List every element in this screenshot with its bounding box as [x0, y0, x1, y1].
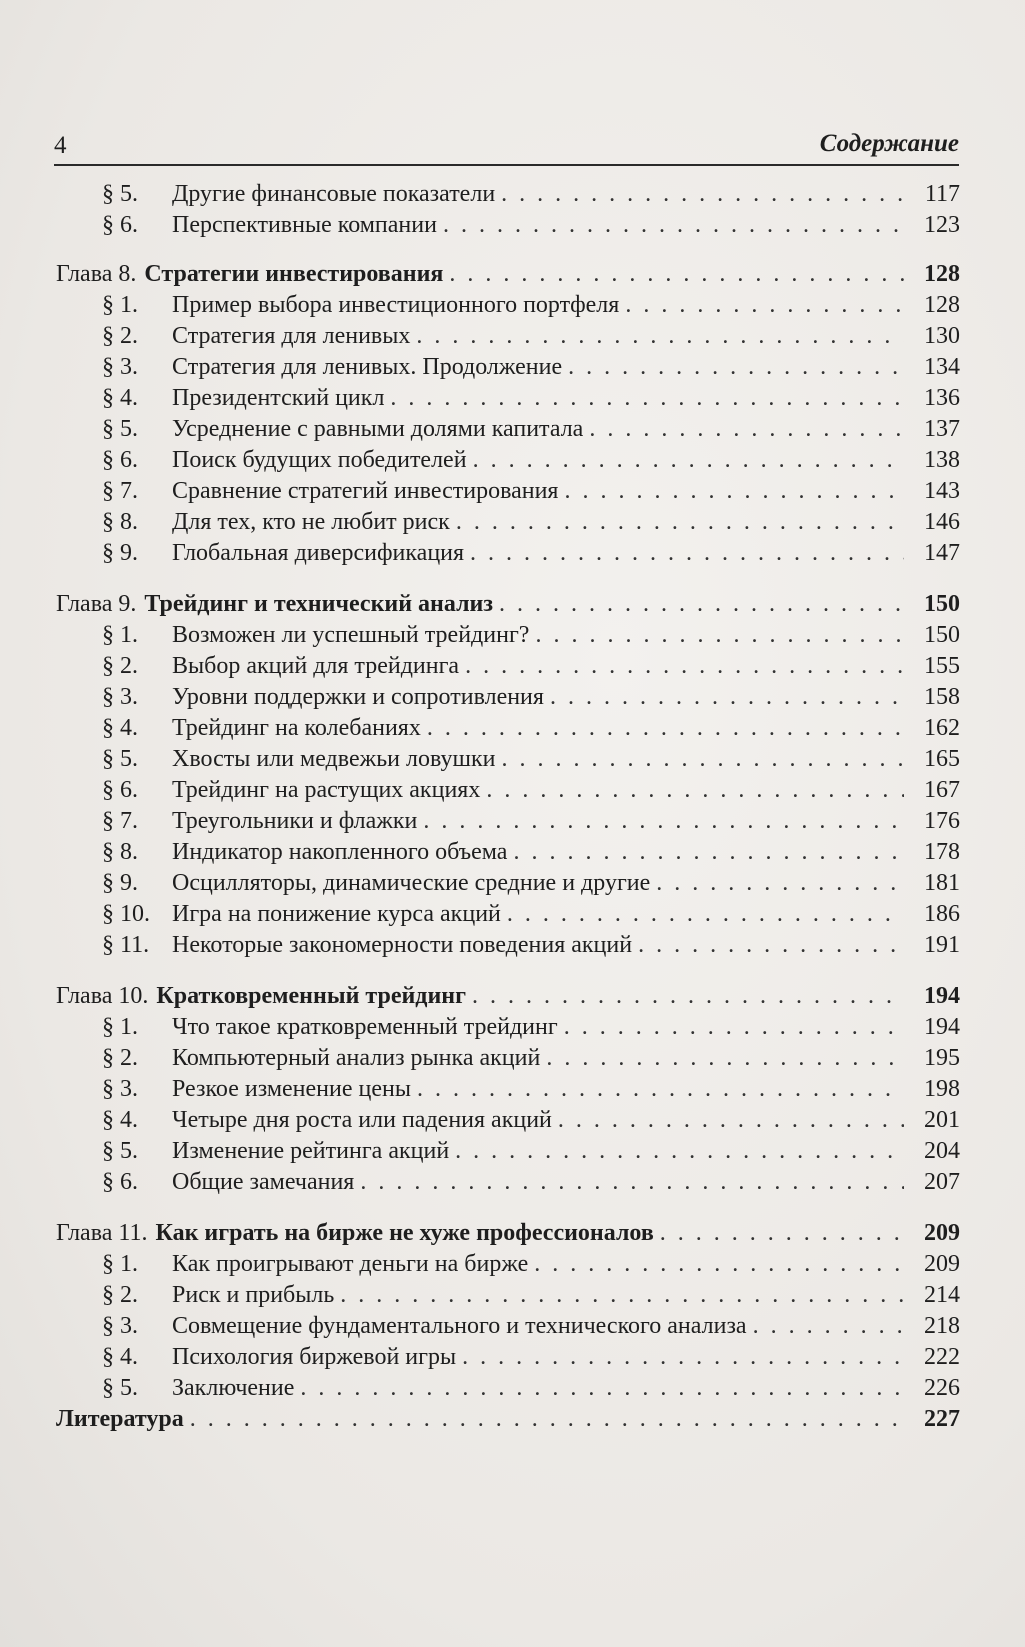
leader-dots	[550, 682, 904, 713]
section-number: § 2.	[102, 1045, 138, 1071]
entry-title: Стратегия для ленивых	[172, 323, 411, 349]
leader-dots	[455, 1136, 904, 1167]
toc-section-row	[56, 744, 960, 775]
entry-title: Риск и прибыль	[172, 1282, 335, 1308]
page-ref: 204	[924, 1138, 960, 1164]
entry-title: Некоторые закономерности поведения акций	[172, 932, 633, 958]
leader-dots	[465, 651, 904, 682]
leader-dots	[499, 589, 904, 620]
toc-chapter-row	[56, 1218, 960, 1249]
toc-section-row	[56, 1311, 960, 1342]
section-number: § 2.	[102, 1282, 138, 1308]
section-number: § 6.	[102, 777, 138, 803]
leader-dots	[589, 414, 904, 445]
page-ref: 146	[924, 509, 960, 535]
page-ref: 128	[924, 292, 960, 318]
leader-dots	[638, 930, 904, 961]
entry-title: Другие финансовые показатели	[172, 181, 496, 207]
page-ref: 165	[924, 746, 960, 772]
section-number: § 1.	[102, 622, 138, 648]
entry-title: Выбор акций для трейдинга	[172, 653, 460, 679]
page-ref: 178	[924, 839, 960, 865]
entry-title: Общие замечания	[172, 1169, 355, 1195]
toc-section-row	[56, 321, 960, 352]
running-header	[54, 128, 959, 166]
section-number: § 8.	[102, 839, 138, 865]
leader-dots	[486, 775, 904, 806]
leader-dots	[558, 1105, 904, 1136]
toc-section-row	[56, 1167, 960, 1198]
table-of-contents	[56, 179, 960, 1435]
page-ref: 222	[924, 1344, 960, 1370]
section-number: § 5.	[102, 181, 138, 207]
entry-title: Компьютерный анализ рынка акций	[172, 1045, 541, 1071]
entry-title: Хвосты или медвежьи ловушки	[172, 746, 496, 772]
section-number: § 9.	[102, 540, 138, 566]
entry-title: Президентский цикл	[172, 385, 385, 411]
page-ref: 167	[924, 777, 960, 803]
leader-dots	[656, 868, 904, 899]
entry-title: Резкое изменение цены	[172, 1076, 411, 1102]
toc-section-row	[56, 1280, 960, 1311]
entry-title: Сравнение стратегий инвестирования	[172, 478, 559, 504]
page-ref: 155	[924, 653, 960, 679]
toc-section-row	[56, 414, 960, 445]
leader-dots	[625, 290, 904, 321]
section-number: § 3.	[102, 1313, 138, 1339]
entry-title: Перспективные компании	[172, 212, 437, 238]
toc-section-row	[56, 806, 960, 837]
section-number: § 5.	[102, 416, 138, 442]
leader-dots	[564, 476, 904, 507]
toc-section-row	[56, 868, 960, 899]
chapter-number: Глава 8.	[56, 261, 137, 287]
section-number: § 1.	[102, 1251, 138, 1277]
section-number: § 11.	[102, 932, 150, 958]
toc-section-row	[56, 1074, 960, 1105]
entry-title: Для тех, кто не любит риск	[172, 509, 450, 535]
section-number: § 7.	[102, 478, 138, 504]
chapter-number: Глава 10.	[56, 983, 149, 1009]
toc-section-row	[56, 775, 960, 806]
page-ref: 194	[924, 983, 960, 1009]
entry-title: Осцилляторы, динамические средние и другие	[172, 870, 651, 896]
toc-section-row	[56, 1342, 960, 1373]
toc-section-row	[56, 476, 960, 507]
leader-dots	[443, 210, 904, 241]
toc-section-row	[56, 1373, 960, 1404]
page-ref: 226	[924, 1375, 960, 1401]
section-number: § 6.	[102, 212, 138, 238]
section-number: § 4.	[102, 715, 138, 741]
toc-chapter-row	[56, 259, 960, 290]
page-ref: 207	[924, 1169, 960, 1195]
entry-title: Литература	[56, 1406, 184, 1432]
page-ref: 195	[924, 1045, 960, 1071]
entry-title: Кратковременный трейдинг	[156, 983, 466, 1009]
toc-section-row	[56, 445, 960, 476]
toc-section-row	[56, 1043, 960, 1074]
page-ref: 227	[924, 1406, 960, 1432]
page-ref: 150	[924, 622, 960, 648]
page-ref: 201	[924, 1107, 960, 1133]
entry-title: Психология биржевой игры	[172, 1344, 457, 1370]
toc-section-row	[56, 930, 960, 961]
toc-chapter-row	[56, 589, 960, 620]
section-number: § 7.	[102, 808, 138, 834]
leader-dots	[462, 1342, 904, 1373]
entry-title: Трейдинг на колебаниях	[172, 715, 421, 741]
page-ref: 191	[924, 932, 960, 958]
leader-dots	[300, 1373, 904, 1404]
leader-dots	[360, 1167, 904, 1198]
entry-title: Глобальная диверсификация	[172, 540, 465, 566]
section-number: § 3.	[102, 354, 138, 380]
toc-section-row	[56, 507, 960, 538]
leader-dots	[568, 352, 904, 383]
leader-dots	[753, 1311, 904, 1342]
leader-dots	[660, 1218, 904, 1249]
toc-section-row	[56, 383, 960, 414]
leader-dots	[513, 837, 904, 868]
toc-section-row	[56, 682, 960, 713]
leader-dots	[501, 179, 904, 210]
leader-dots	[564, 1012, 904, 1043]
page-ref: 150	[924, 591, 960, 617]
page-ref: 136	[924, 385, 960, 411]
page-ref: 138	[924, 447, 960, 473]
leader-dots	[416, 321, 904, 352]
toc-section-row	[56, 651, 960, 682]
leader-dots	[472, 981, 904, 1012]
toc-section-row	[56, 352, 960, 383]
page-ref: 128	[924, 261, 960, 287]
toc-section-row	[56, 1012, 960, 1043]
running-title: Содержание	[819, 130, 959, 157]
leader-dots	[456, 507, 904, 538]
toc-section-row	[56, 620, 960, 651]
entry-title: Стратегии инвестирования	[144, 261, 444, 287]
leader-dots	[507, 899, 904, 930]
page-ref: 158	[924, 684, 960, 710]
section-number: § 1.	[102, 1014, 138, 1040]
toc-section-row	[56, 837, 960, 868]
entry-title: Трейдинг на растущих акциях	[172, 777, 481, 803]
entry-title: Уровни поддержки и сопротивления	[172, 684, 544, 710]
page-ref: 176	[924, 808, 960, 834]
toc-chapter-row	[56, 981, 960, 1012]
chapter-number: Глава 11.	[56, 1220, 148, 1246]
leader-dots	[417, 1074, 904, 1105]
page-ref: 143	[924, 478, 960, 504]
leader-dots	[423, 806, 904, 837]
entry-title: Стратегия для ленивых. Продолжение	[172, 354, 563, 380]
leader-dots	[340, 1280, 904, 1311]
entry-title: Совмещение фундаментального и технического анализа	[172, 1313, 747, 1339]
leader-dots	[546, 1043, 904, 1074]
section-number: § 5.	[102, 1138, 138, 1164]
entry-title: Пример выбора инвестиционного портфеля	[172, 292, 620, 318]
entry-title: Что такое кратковременный трейдинг	[172, 1014, 558, 1040]
section-number: § 4.	[102, 385, 138, 411]
page-ref: 123	[924, 212, 960, 238]
toc-section-row	[56, 290, 960, 321]
entry-title: Усреднение с равными долями капитала	[172, 416, 584, 442]
page-ref: 162	[924, 715, 960, 741]
entry-title: Игра на понижение курса акций	[172, 901, 501, 927]
leader-dots	[390, 383, 904, 414]
section-number: § 3.	[102, 1076, 138, 1102]
leader-dots	[535, 620, 904, 651]
leader-dots	[427, 713, 904, 744]
page-ref: 218	[924, 1313, 960, 1339]
section-number: § 5.	[102, 746, 138, 772]
entry-title: Изменение рейтинга акций	[172, 1138, 450, 1164]
toc-section-row	[56, 1105, 960, 1136]
entry-title: Поиск будущих победителей	[172, 447, 467, 473]
leader-dots	[534, 1249, 904, 1280]
section-number: § 10.	[102, 901, 150, 927]
page-number: 4	[54, 132, 67, 159]
page-ref: 181	[924, 870, 960, 896]
page-ref: 117	[924, 181, 960, 207]
section-number: § 2.	[102, 653, 138, 679]
leader-dots	[501, 744, 904, 775]
section-number: § 4.	[102, 1107, 138, 1133]
section-number: § 2.	[102, 323, 138, 349]
toc-section-row	[56, 899, 960, 930]
toc-section-row	[56, 210, 960, 241]
section-number: § 4.	[102, 1344, 138, 1370]
toc-section-row	[56, 538, 960, 569]
entry-title: Четыре дня роста или падения акций	[172, 1107, 552, 1133]
toc-section-row	[56, 1249, 960, 1280]
page-ref: 198	[924, 1076, 960, 1102]
page-ref: 209	[924, 1251, 960, 1277]
toc-section-row	[56, 179, 960, 210]
section-number: § 6.	[102, 447, 138, 473]
entry-title: Как играть на бирже не хуже профессионалов	[155, 1220, 654, 1246]
page-ref: 194	[924, 1014, 960, 1040]
page-ref: 186	[924, 901, 960, 927]
page-ref: 134	[924, 354, 960, 380]
entry-title: Индикатор накопленного объема	[172, 839, 508, 865]
page-ref: 137	[924, 416, 960, 442]
entry-title: Возможен ли успешный трейдинг?	[172, 622, 530, 648]
section-number: § 6.	[102, 1169, 138, 1195]
leader-dots	[473, 445, 904, 476]
page-ref: 130	[924, 323, 960, 349]
leader-dots	[470, 538, 904, 569]
toc-literature-row	[56, 1404, 960, 1435]
entry-title: Треугольники и флажки	[172, 808, 418, 834]
chapter-number: Глава 9.	[56, 591, 137, 617]
section-number: § 3.	[102, 684, 138, 710]
toc-section-row	[56, 1136, 960, 1167]
leader-dots	[449, 259, 904, 290]
page-ref: 209	[924, 1220, 960, 1246]
section-number: § 9.	[102, 870, 138, 896]
section-number: § 5.	[102, 1375, 138, 1401]
entry-title: Трейдинг и технический анализ	[144, 591, 494, 617]
toc-section-row	[56, 713, 960, 744]
section-number: § 8.	[102, 509, 138, 535]
entry-title: Как проигрывают деньги на бирже	[172, 1251, 529, 1277]
entry-title: Заключение	[172, 1375, 295, 1401]
page-ref: 147	[924, 540, 960, 566]
leader-dots	[190, 1404, 904, 1435]
section-number: § 1.	[102, 292, 138, 318]
page-ref: 214	[924, 1282, 960, 1308]
